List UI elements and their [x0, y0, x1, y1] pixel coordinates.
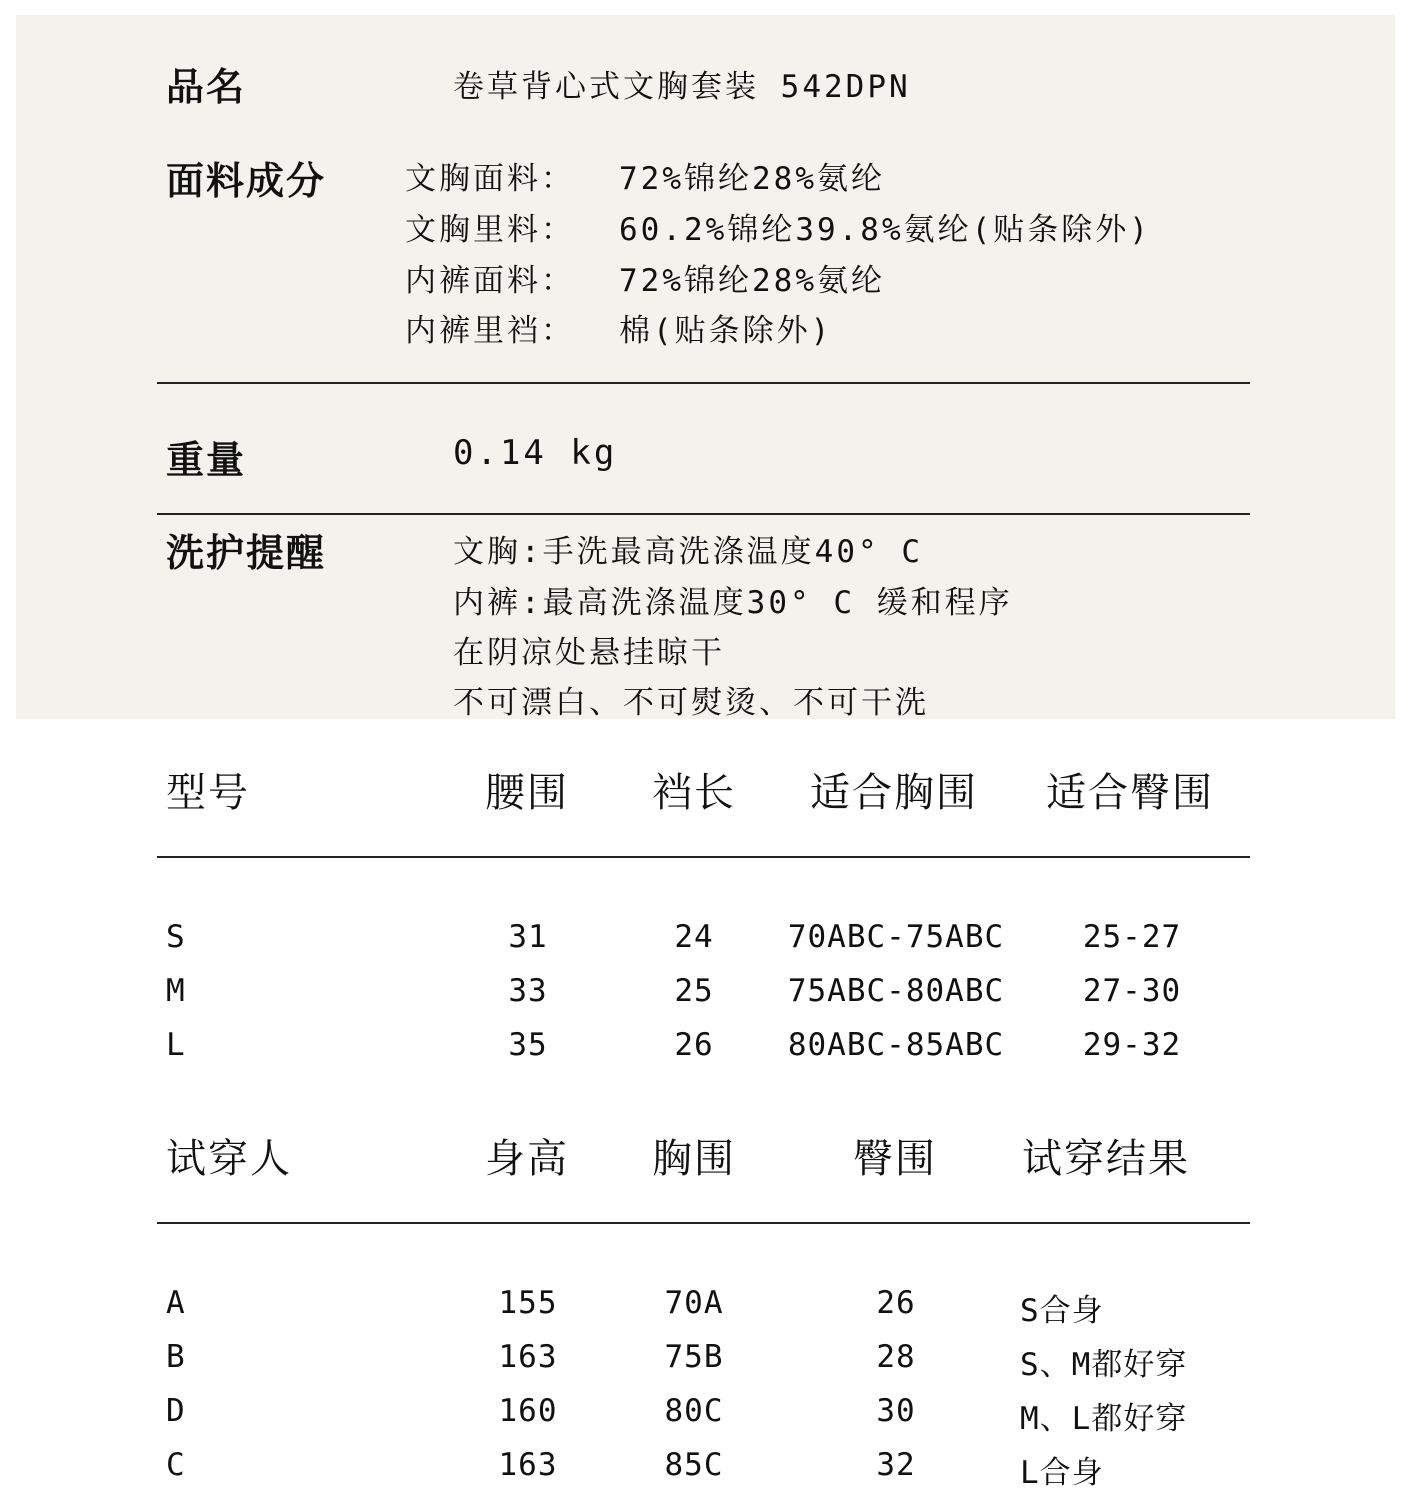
trial-cell: 32: [876, 1447, 916, 1483]
trial-cell: 80C: [664, 1393, 724, 1429]
fabric-label: 面料成分: [166, 159, 327, 203]
size-cell: 26: [674, 1027, 714, 1063]
trial-cell: M、L都好穿: [1020, 1401, 1188, 1437]
trial-cell: D: [166, 1393, 186, 1429]
size-cell: 70ABC-75ABC: [787, 919, 1005, 955]
size-cell: 80ABC-85ABC: [787, 1027, 1005, 1063]
size-cell: 75ABC-80ABC: [787, 973, 1005, 1009]
size-cell: M: [166, 973, 186, 1009]
size-cell: 24: [674, 919, 714, 955]
trial-cell: 85C: [664, 1447, 724, 1483]
trial-cell: 30: [876, 1393, 916, 1429]
trial-header-cell: 身高: [485, 1136, 569, 1182]
fabric-value: 72%锦纶28%氨纶: [619, 263, 885, 299]
trial-cell: 75B: [664, 1339, 724, 1375]
fabric-value: 72%锦纶28%氨纶: [619, 161, 885, 197]
product-name-value: 卷草背心式文胸套装 542DPN: [453, 69, 911, 105]
product-name-label: 品名: [166, 65, 247, 109]
size-header-cell: 适合胸围: [810, 770, 978, 816]
size-cell: L: [166, 1027, 186, 1063]
trial-cell: B: [166, 1339, 186, 1375]
trial-header-cell: 试穿结果: [1022, 1136, 1190, 1182]
size-cell: 33: [508, 973, 548, 1009]
fabric-value: 棉(贴条除外): [619, 313, 833, 349]
trial-cell: S、M都好穿: [1020, 1347, 1188, 1383]
trial-header-cell: 臀围: [853, 1136, 937, 1182]
fabric-part: 文胸面料：: [405, 161, 575, 197]
trial-header-cell: 胸围: [652, 1136, 736, 1182]
care-label: 洗护提醒: [166, 531, 327, 575]
divider: [157, 856, 1250, 858]
size-header-cell: 腰围: [485, 770, 569, 816]
trial-cell: 70A: [664, 1285, 724, 1321]
trial-cell: S合身: [1020, 1293, 1104, 1329]
size-header-cell: 型号: [166, 770, 250, 816]
fabric-part: 文胸里料：: [405, 212, 575, 248]
fabric-part: 内裤里裆：: [405, 313, 575, 349]
size-cell: 25-27: [1082, 919, 1182, 955]
size-header-cell: 裆长: [652, 770, 736, 816]
divider: [157, 513, 1250, 515]
fabric-part: 内裤面料：: [405, 263, 575, 299]
weight-value: 0.14 kg: [453, 433, 618, 473]
trial-cell: A: [166, 1285, 186, 1321]
size-cell: 25: [674, 973, 714, 1009]
size-cell: 31: [508, 919, 548, 955]
size-cell: 29-32: [1082, 1027, 1182, 1063]
size-cell: 35: [508, 1027, 548, 1063]
size-header-cell: 适合臀围: [1046, 770, 1214, 816]
trial-cell: 163: [498, 1447, 558, 1483]
fabric-value: 60.2%锦纶39.8%氨纶(贴条除外): [619, 212, 1151, 248]
trial-header-cell: 试穿人: [166, 1136, 292, 1182]
care-line: 文胸:手洗最高洗涤温度40° C: [453, 534, 923, 570]
trial-cell: 163: [498, 1339, 558, 1375]
trial-cell: 26: [876, 1285, 916, 1321]
care-line: 内裤:最高洗涤温度30° C 缓和程序: [453, 585, 1013, 621]
weight-label: 重量: [166, 438, 247, 482]
size-cell: 27-30: [1082, 973, 1182, 1009]
size-cell: S: [166, 919, 186, 955]
trial-cell: 28: [876, 1339, 916, 1375]
care-line: 在阴凉处悬挂晾干: [453, 635, 725, 671]
divider: [157, 382, 1250, 384]
care-line: 不可漂白、不可熨烫、不可干洗: [453, 685, 929, 721]
trial-cell: C: [166, 1447, 186, 1483]
divider: [157, 1222, 1250, 1224]
trial-cell: L合身: [1020, 1455, 1104, 1491]
trial-cell: 155: [498, 1285, 558, 1321]
trial-cell: 160: [498, 1393, 558, 1429]
